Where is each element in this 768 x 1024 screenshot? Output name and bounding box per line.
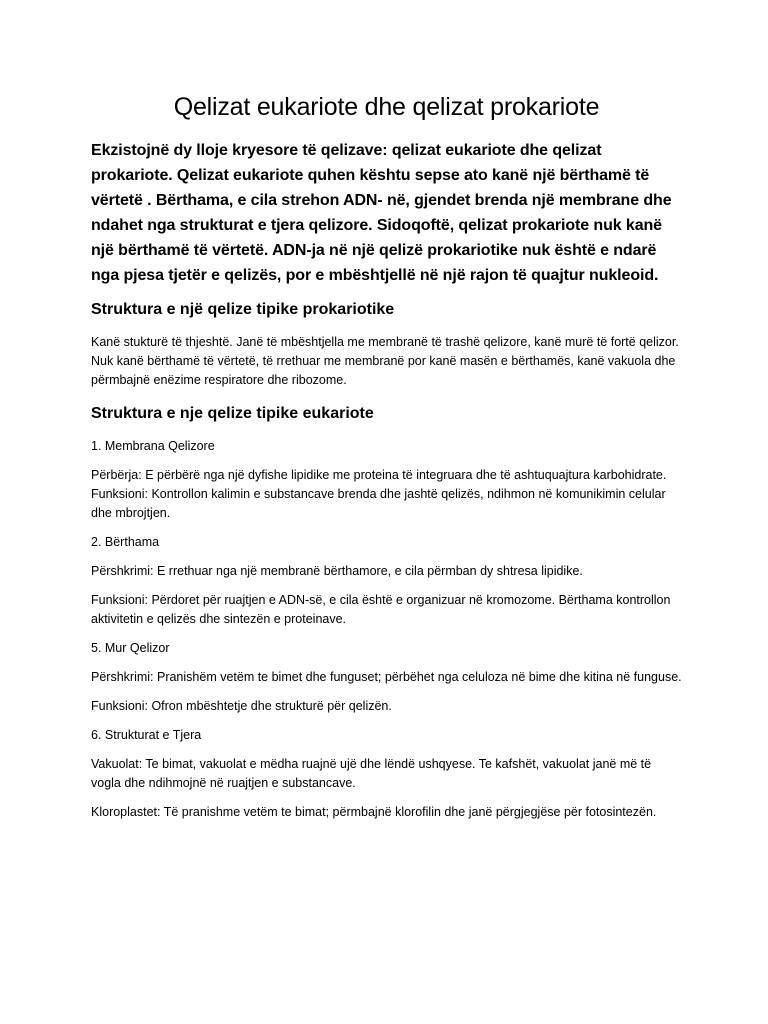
other-structures-subheading: 6. Strukturat e Tjera	[91, 728, 202, 742]
chloroplasts-paragraph: Kloroplastet: Të pranishme vetëm te bimat; përmbajnë klorofilin dhe janë përgjegjëse për fotosintezën.	[91, 805, 657, 819]
membrane-paragraph: Përbërja: E përbërë nga një dyfishe lipidike me proteina të integruara dhe të ashtuquajtura karbohidrate. Funksioni: Kontrollon kalimin e substancave brenda dhe jashtë qelizës, ndihmon në komunikimin celular dhe mbrojtjen.	[91, 468, 667, 520]
prokaryote-paragraph: Kanë stukturë të thjeshtë. Janë të mbështjella me membranë të trashë qelizore, kanë murë të fortë qelizor. Nuk kanë bërthamë të vërtetë, të rrethuar me membranë por kanë masën e bërthamës, kanë vakuola dhe përmbajnë enëzime respiratore dhe ribozome.	[91, 335, 679, 387]
nucleus-subheading: 2. Bërthama	[91, 535, 160, 549]
intro-paragraph: Ekzistojnë dy lloje kryesore të qelizave: qelizat eukariote dhe qelizat prokariote. Qelizat eukariote quhen kështu sepse ato kanë një bërthamë të vërtetë . Bërthama, e cila strehon ADN- në, gjendet brenda një membrane dhe ndahet nga strukturat e tjera qelizore. Sidoqoftë, qelizat prokariote nuk kanë një bërthamë të vërtetë. ADN-ja në një qelizë prokariotike nuk është e ndarë nga pjesa tjetër e qelizës, por e mbështjellë në një rajon të quajtur nukleoid.	[91, 142, 672, 284]
nucleus-description: Përshkrimi: E rrethuar nga një membranë bërthamore, e cila përmban dy shtresa lipidike.	[91, 564, 583, 578]
cell-wall-subheading: 5. Mur Qelizor	[91, 641, 170, 655]
nucleus-function: Funksioni: Përdoret për ruajtjen e ADN-së, e cila është e organizuar në kromozome. Bërthama kontrollon aktivitetin e qelizës dhe sintezën e proteinave.	[91, 593, 671, 626]
cell-wall-description: Përshkrimi: Pranishëm vetëm te bimet dhe funguset; përbëhet nga celuloza në bime dhe kitina në funguse.	[91, 670, 682, 684]
membrane-subheading: 1. Membrana Qelizore	[91, 439, 215, 453]
eukaryote-heading: Struktura e nje qelize tipike eukariote	[91, 405, 374, 422]
document-title: Qelizat eukariote dhe qelizat prokariote	[173, 93, 600, 121]
vacuoles-paragraph: Vakuolat: Te bimat, vakuolat e mëdha ruajnë ujë dhe lëndë ushqyese. Te kafshët, vakuolat janë më të vogla dhe ndihmojnë në ruajtjen e substancave.	[91, 757, 652, 790]
prokaryote-heading: Struktura e një qelize tipike prokariotike	[91, 301, 395, 318]
cell-wall-function: Funksioni: Ofron mbështetje dhe strukturë për qelizën.	[91, 699, 392, 713]
